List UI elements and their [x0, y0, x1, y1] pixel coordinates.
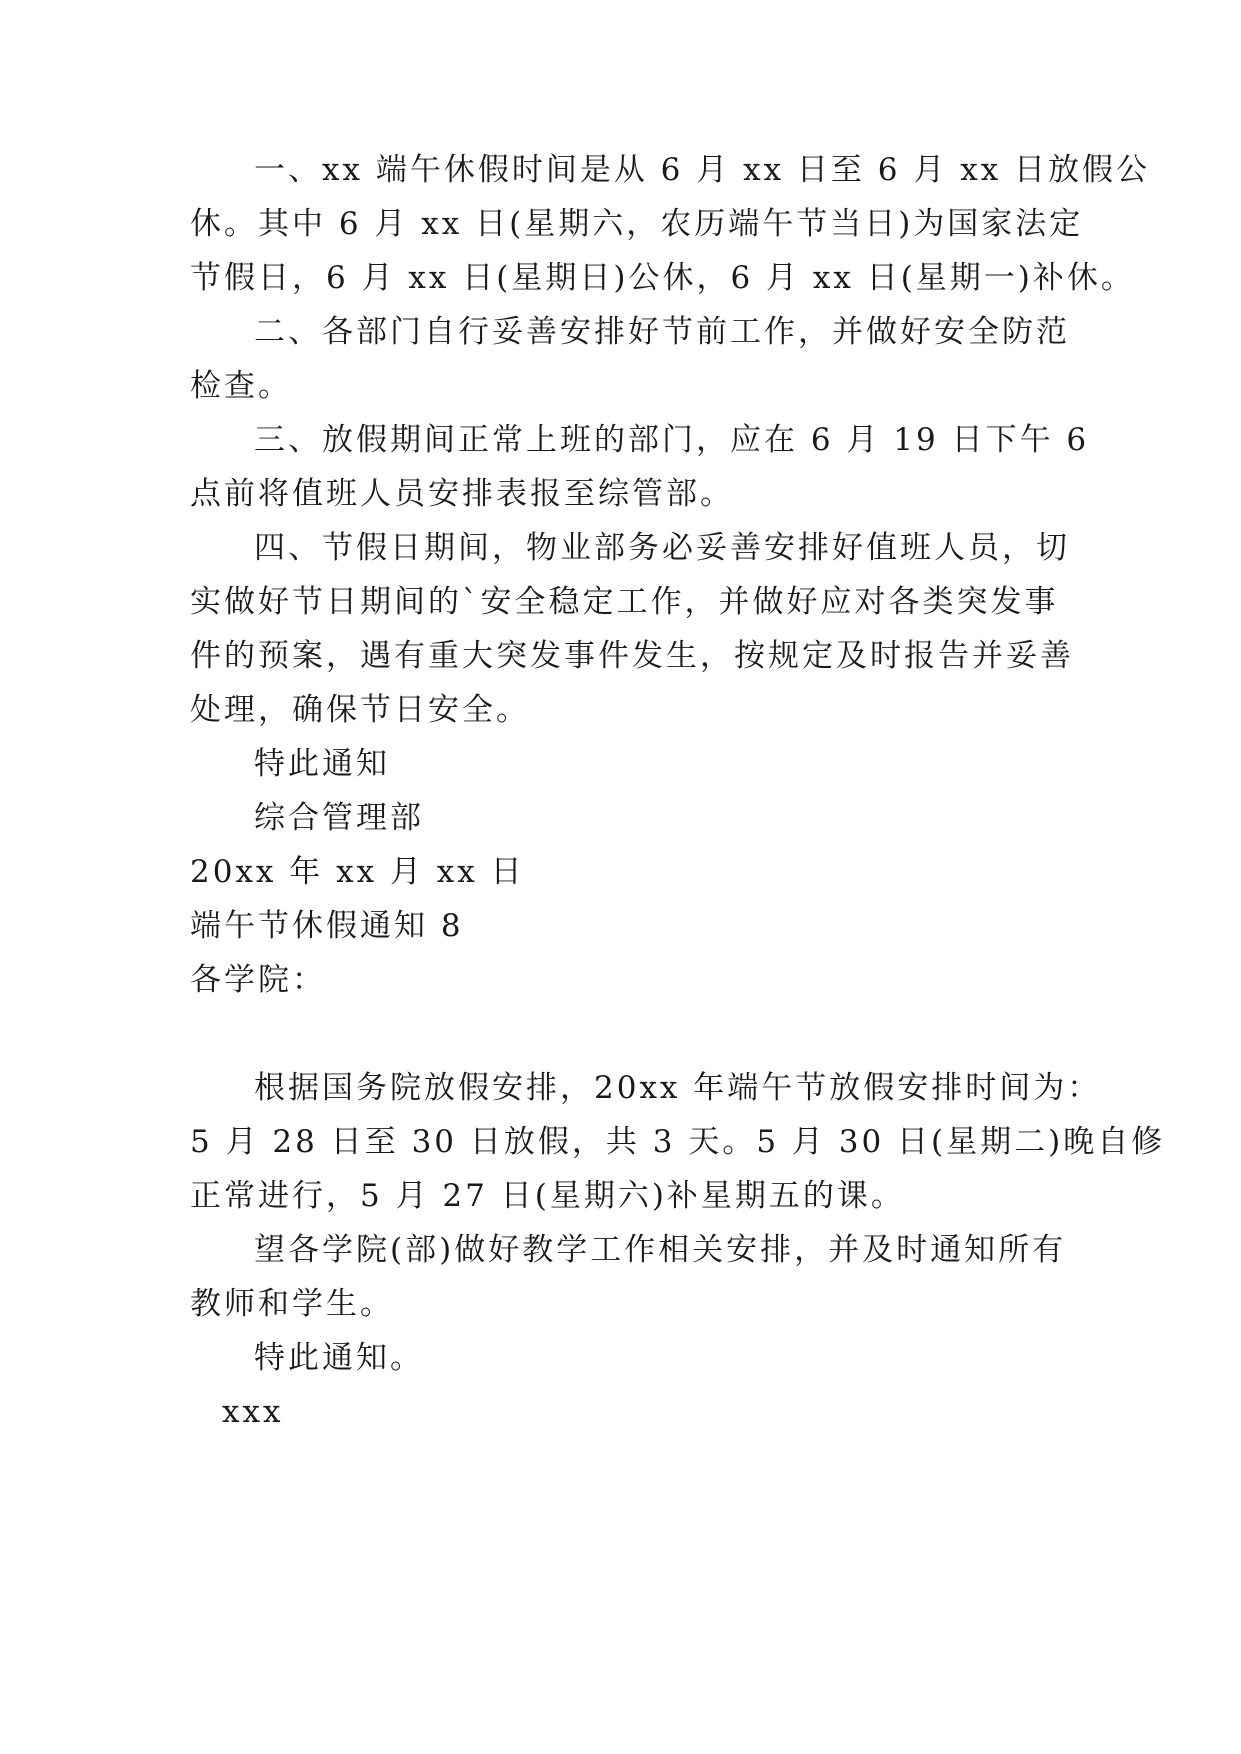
notice2-line-2: 5 月 28 日至 30 日放假，共 3 天。5 月 30 日(星期二)晚自修: [190, 1124, 1166, 1160]
notice2-line-1: 根据国务院放假安排，20xx 年端午节放假安排时间为：: [254, 1070, 1102, 1106]
notice-line-7: 点前将值班人员安排表报至综管部。: [190, 476, 734, 512]
salutation: 各学院：: [190, 962, 326, 998]
issue-date: 20xx 年 xx 月 xx 日: [190, 854, 525, 890]
notice2-line-4: 望各学院(部)做好教学工作相关安排，并及时通知所有: [254, 1232, 1067, 1268]
notice-line-10: 件的预案，遇有重大突发事件发生，按规定及时报告并妥善: [190, 638, 1074, 674]
notice-line-1: 一、xx 端午休假时间是从 6 月 xx 日至 6 月 xx 日放假公: [254, 152, 1151, 188]
issuer-name: 综合管理部: [254, 800, 424, 836]
notice-line-3: 节假日，6 月 xx 日(星期日)公休，6 月 xx 日(星期一)补休。: [190, 260, 1135, 296]
notice-line-2: 休。其中 6 月 xx 日(星期六，农历端午节当日)为国家法定: [190, 206, 1084, 242]
notice-line-6: 三、放假期间正常上班的部门，应在 6 月 19 日下午 6: [254, 422, 1090, 458]
notice-line-5: 检查。: [190, 368, 292, 404]
notice-line-8: 四、节假日期间，物业部务必妥善安排好值班人员，切: [254, 530, 1070, 566]
notice2-line-5: 教师和学生。: [190, 1286, 394, 1322]
closing-text-2: 特此通知。: [254, 1340, 424, 1376]
notice2-line-3: 正常进行，5 月 27 日(星期六)补星期五的课。: [190, 1178, 905, 1214]
section-title: 端午节休假通知 8: [190, 908, 464, 944]
notice-line-9: 实做好节日期间的`安全稳定工作，并做好应对各类突发事: [190, 584, 1059, 620]
closing-text: 特此通知: [254, 746, 390, 782]
signature: xxx: [222, 1394, 284, 1430]
notice-line-4: 二、各部门自行妥善安排好节前工作，并做好安全防范: [254, 314, 1070, 350]
notice-line-11: 处理，确保节日安全。: [190, 692, 530, 728]
